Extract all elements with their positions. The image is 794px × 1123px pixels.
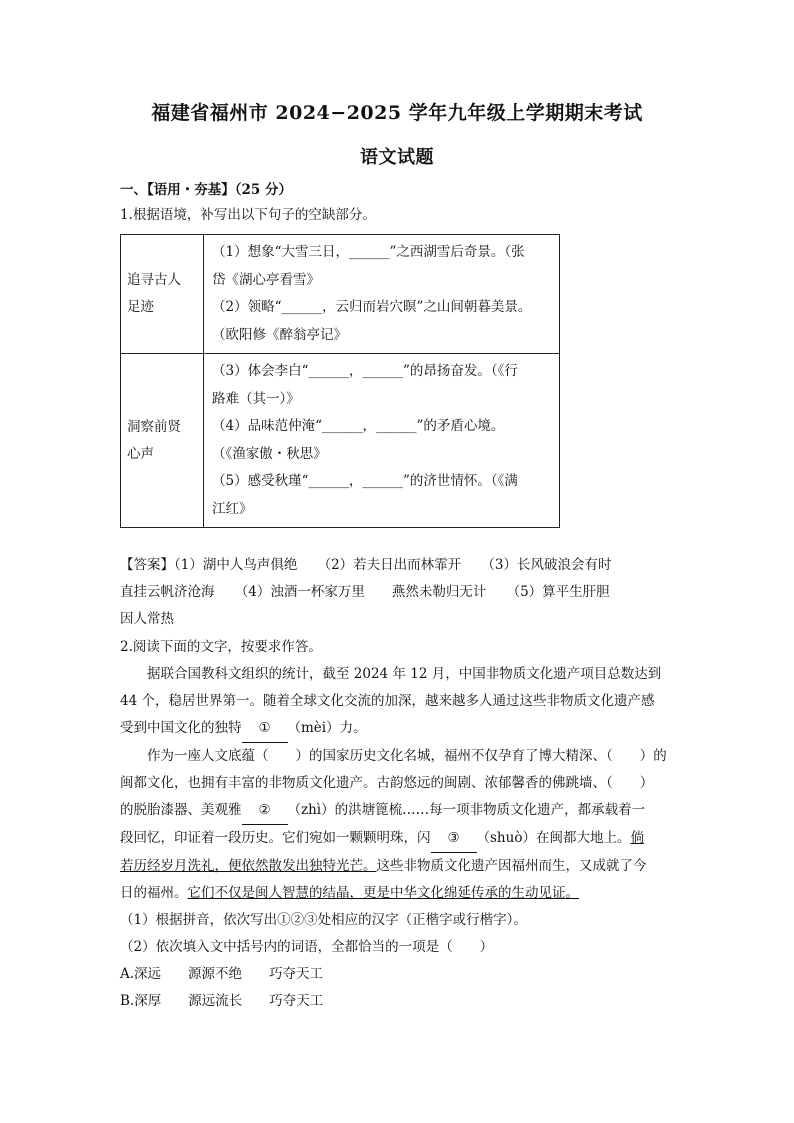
answer-line: 直挂云帆济沧海 （4）浊酒一杯家万里 燕然未勒归无计 （5）算平生肝胆 — [120, 584, 610, 600]
passage-line — [120, 797, 680, 825]
table-row — [121, 354, 560, 528]
blank-1: ① — [242, 715, 288, 743]
passage-text: 段回忆，印证着一段历史。它们宛如一颗颗明珠，闪 — [120, 830, 431, 846]
option-a: A.深远 源源不绝 巧夺天工 — [120, 966, 324, 982]
category-label: 追寻古人 — [127, 272, 181, 288]
passage-line: 44 个，稳居世界第一。随着全球文化交流的加深，越来越多人通过这些非物质文化遗产感 — [120, 693, 655, 709]
category-label: 洞察前贤 — [127, 418, 181, 435]
table-category-cell — [121, 235, 204, 354]
passage-text: （mèi）力。 — [287, 720, 367, 736]
exam-subtitle: 语文试题 — [360, 147, 434, 168]
table-item-line: （5）感受秋瑾“______，______”的济世情怀。（《满 — [212, 473, 518, 489]
underlined-sentence: 它们不仅是闽人智慧的结晶，更是中华文化绵延传承的生动见证。 — [187, 885, 579, 901]
category-label: 心声 — [127, 445, 154, 462]
passage-line: 闽都文化，也拥有丰富的非物质文化遗产。古韵悠远的闽剧、浓郁馨香的佛跳墙、（ ） — [120, 775, 654, 791]
table-item-line: 路难（其一）》 — [212, 390, 300, 407]
exam-title: 福建省福州市 2024−2025 学年九年级上学期期末考试 — [151, 102, 643, 124]
table-item-line: （欧阳修《醉翁亭记》 — [212, 326, 347, 343]
table-item-line: （1）想象“大雪三日，______”之西湖雪后奇景。（张 — [212, 244, 525, 260]
passage-text: 日的福州。 — [120, 885, 188, 901]
passage-line — [120, 715, 680, 743]
sub-question-2: （2）依次填入文中括号内的词语，全都恰当的一项是（ ） — [120, 939, 494, 955]
underlined-sentence: 倘 — [630, 830, 644, 846]
passage-text: 的脱胎漆器、美观雅 — [120, 802, 242, 818]
passage-text: 受到中国文化的独特 — [120, 720, 242, 736]
blank-3: ③ — [431, 825, 477, 853]
passage-text: （zhì）的洪塘篦梳……每一项非物质文化遗产，都承载着一 — [287, 802, 646, 818]
answer-block — [120, 552, 680, 633]
blank-2: ② — [242, 797, 288, 825]
passage-line — [120, 825, 680, 853]
passage-line — [120, 880, 680, 907]
table-item-line: （2）领略“______，云归而岩穴暝”之山间朝暮美景。 — [212, 299, 532, 315]
passage-line: 据联合国教科文组织的统计，截至 2024 年 12 月，中国非物质文化遗产项目总数达到 — [147, 666, 662, 682]
table-item-line: 岱《湖心亭看雪》 — [212, 271, 320, 288]
passage-line: 作为一座人文底蕴（ ）的国家历史文化名城，福州不仅孕育了博大精深、（ ）的 — [147, 748, 667, 764]
question-1-prompt: 1.根据语境，补写出以下句子的空缺部分。 — [120, 207, 376, 223]
table-row — [121, 235, 560, 354]
reading-passage — [120, 661, 680, 907]
table-items-cell — [204, 354, 560, 528]
table-item-line: （3）体会李白“______，______”的昂扬奋发。（《行 — [212, 363, 518, 379]
underlined-sentence: 若历经岁月洗礼，便依然散发出独特光芒。 — [120, 858, 377, 874]
passage-line — [120, 853, 680, 880]
fill-in-table — [120, 234, 560, 528]
sub-question-1: （1）根据拼音，依次写出①②③处相应的汉字（正楷字或行楷字）。 — [120, 912, 527, 928]
table-item-line: 江红》 — [212, 500, 253, 517]
table-item-line: （4）品味范仲淹“______，______”的矛盾心境。 — [212, 418, 505, 434]
section-heading: 一、【语用・夯基】（25 分） — [120, 182, 292, 198]
answer-line: 【答案】（1）湖中人鸟声俱绝 （2）若夫日出而林霏开 （3）长风破浪会有时 — [120, 557, 612, 573]
question-2-prompt: 2.阅读下面的文字，按要求作答。 — [120, 639, 322, 655]
option-b: B.深厚 源远流长 巧夺天工 — [120, 993, 324, 1009]
table-category-cell — [121, 354, 204, 528]
passage-text: （shuò）在闽都大地上。 — [476, 830, 631, 846]
table-items-cell — [204, 235, 560, 354]
category-label: 足迹 — [127, 299, 154, 315]
answer-line: 因人常热 — [120, 611, 174, 627]
table-item-line: （《渔家傲・秋思》 — [212, 445, 327, 462]
passage-text: 这些非物质文化遗产因福州而生，又成就了今 — [376, 858, 647, 874]
